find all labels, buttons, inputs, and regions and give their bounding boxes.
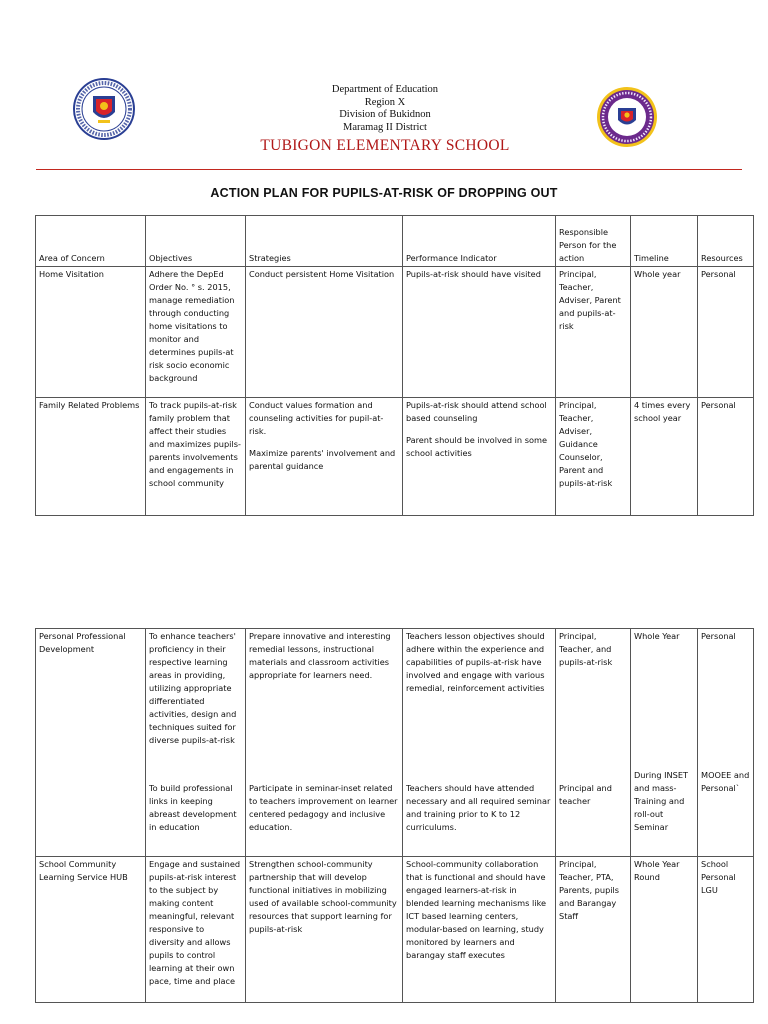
strategy-text: Maximize parents' involvement and parental guidance xyxy=(249,448,396,471)
document-title: ACTION PLAN FOR PUPILS-AT-RISK OF DROPPING OUT xyxy=(210,186,558,200)
school-name: TUBIGON ELEMENTARY SCHOOL xyxy=(260,137,510,154)
strategy-text: Participate in seminar-inset related to teachers improvement on learner centered pedagogy and inclusive education. xyxy=(249,783,398,832)
timeline-text: During INSET and mass-Training and roll-out Seminar xyxy=(634,770,689,832)
cell-area: Family Related Problems xyxy=(36,398,146,516)
cell-strategies xyxy=(246,629,403,857)
cell-resources: Personal xyxy=(698,267,754,398)
cell-indicator: School-community collaboration that is functional and should have engaged learners-at-risk in blended learning mechanisms like ICT based learning centers, modular-based on learning, study monitored by learners and barangay staff executes xyxy=(403,857,556,1003)
resources-text: LGU xyxy=(701,885,718,895)
cell-objectives: Adhere the DepEd Order No. ° s. 2015, manage remediation through conducting home visitations to monitor and determines pupils-at risk socio economic background xyxy=(146,267,246,398)
table-row xyxy=(36,398,754,516)
district-name: Maramag II District xyxy=(343,121,427,133)
objective-text: To build professional links in keeping abreast development in education xyxy=(149,783,237,832)
header-timeline: Timeline xyxy=(631,216,698,267)
cell-responsible: Principal, Teacher, Adviser, Guidance Counselor, Parent and pupils-at-risk xyxy=(556,398,631,516)
cell-indicator: Pupils-at-risk should have visited xyxy=(403,267,556,398)
indicator-text: Teachers should have attended necessary and all required seminar and training prior to K to 12 curriculums. xyxy=(406,783,551,832)
cell-timeline xyxy=(631,629,698,857)
region-name: Region X xyxy=(364,96,406,108)
resources-text: School xyxy=(701,859,729,869)
cell-responsible: Principal, Teacher, PTA, Parents, pupils and Barangay Staff xyxy=(556,857,631,1003)
header-objectives: Objectives xyxy=(146,216,246,267)
resources-text: MOOEE and Personal` xyxy=(701,770,750,793)
cell-strategies xyxy=(246,398,403,516)
resources-text: Personal xyxy=(701,872,736,882)
table-row xyxy=(36,629,754,857)
resources-text: Personal xyxy=(701,631,736,641)
cell-resources xyxy=(698,629,754,857)
indicator-text: Pupils-at-risk should attend school based counseling xyxy=(406,400,547,423)
cell-strategies: Conduct persistent Home Visitation xyxy=(246,267,403,398)
letterhead xyxy=(180,84,590,155)
table-row xyxy=(36,857,754,1003)
cell-timeline: Whole Year Round xyxy=(631,857,698,1003)
header-area: Area of Concern xyxy=(36,216,146,267)
header-divider xyxy=(36,169,742,170)
header-resources: Resources xyxy=(698,216,754,267)
cell-indicator xyxy=(403,398,556,516)
cell-responsible xyxy=(556,629,631,857)
cell-timeline: Whole year xyxy=(631,267,698,398)
division-name: Division of Bukidnon xyxy=(339,109,431,120)
cell-objectives xyxy=(146,629,246,857)
cell-timeline: 4 times every school year xyxy=(631,398,698,516)
school-seal-icon xyxy=(596,86,658,148)
strategy-text: Prepare innovative and interesting remedial lessons, instructional materials and classroom activities appropriate for learners need. xyxy=(249,631,391,680)
cell-objectives: To track pupils-at-risk family problem that affect their studies and maximizes pupils-parents involvements and engagements in school community xyxy=(146,398,246,516)
action-plan-table-part-1 xyxy=(35,215,754,516)
indicator-text: Teachers lesson objectives should adhere within the experience and capabilities of pupils-at-risk have involved and engage with various remedial, reinforcement activities xyxy=(406,631,545,693)
responsible-text: Principal and teacher xyxy=(559,783,612,806)
cell-area: School Community Learning Service HUB xyxy=(36,857,146,1003)
header-strategies: Strategies xyxy=(246,216,403,267)
responsible-text: Principal, Teacher, and pupils-at-risk xyxy=(559,631,613,667)
indicator-text: Parent should be involved in some school activities xyxy=(406,435,548,458)
cell-resources xyxy=(698,857,754,1003)
cell-strategies: Strengthen school-community partnership that will develop functional initiatives in mobilizing used of available school-community resources that support learning for pupils-at-risk xyxy=(246,857,403,1003)
cell-area: Personal Professional Development xyxy=(36,629,146,857)
table-row xyxy=(36,267,754,398)
timeline-text: Whole Year xyxy=(634,631,680,641)
cell-objectives: Engage and sustained pupils-at-risk interest to the subject by making content meaningful, relevant responsive to diversity and allows pupils to control learning at their own pace, time and place xyxy=(146,857,246,1003)
strategy-text: Conduct values formation and counseling activities for pupil-at-risk. xyxy=(249,400,384,436)
action-plan-table-part-2 xyxy=(35,628,754,1003)
header-responsible: Responsible Person for the action xyxy=(556,216,631,267)
department-name: Department of Education xyxy=(331,84,439,95)
deped-seal-icon xyxy=(73,78,135,140)
cell-indicator xyxy=(403,629,556,857)
objective-text: To enhance teachers' proficiency in their respective learning areas in providing, utilizing appropriate differentiated activities, design and techniques suited for diverse pupils-at-risk xyxy=(149,631,237,745)
cell-resources: Personal xyxy=(698,398,754,516)
table-header-row xyxy=(36,216,754,267)
cell-responsible: Principal, Teacher, Adviser, Parent and pupils-at-risk xyxy=(556,267,631,398)
cell-area: Home Visitation xyxy=(36,267,146,398)
header-indicator: Performance Indicator xyxy=(403,216,556,267)
